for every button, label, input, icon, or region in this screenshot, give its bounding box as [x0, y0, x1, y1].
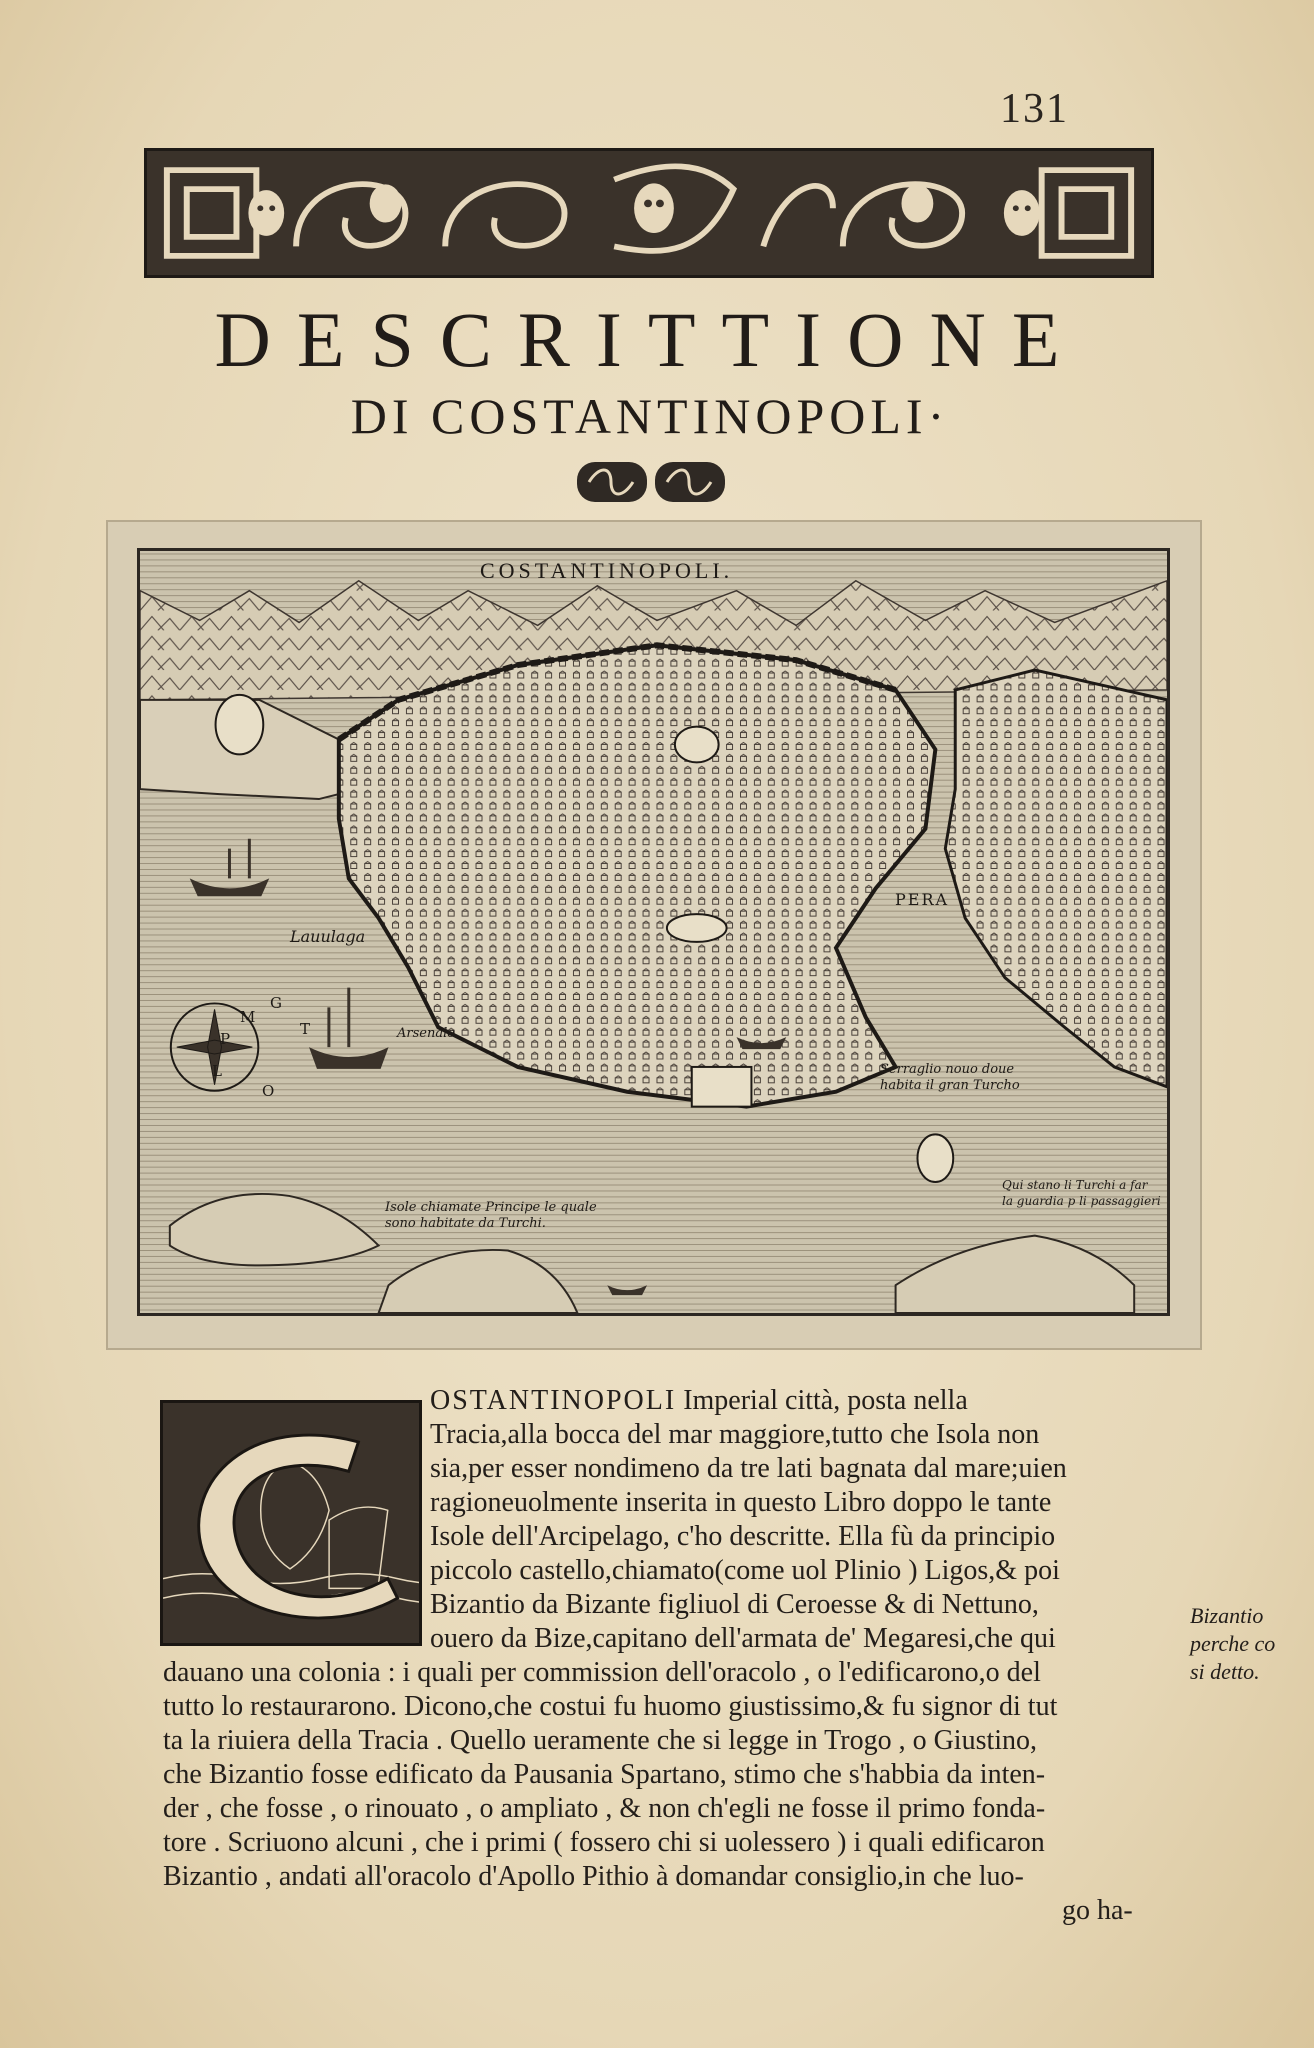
paragraph-line: Tracia,alla bocca del mar maggiore,tutto che Isola non: [430, 1419, 1040, 1450]
page-number: 131: [1000, 86, 1069, 132]
paragraph-line: der , che fosse , o rinouato , o ampliato , & non ch'egli ne fosse il primo fonda-: [163, 1793, 1046, 1824]
margin-note: Bizantio perche co si detto.: [1190, 1603, 1276, 1684]
paragraph-line: OSTANTINOPOLI Imperial città, posta nella: [430, 1385, 968, 1416]
paragraph-line: Bizantio , andati all'oracolo d'Apollo Pithio à domandar consiglio,in che luo-: [163, 1861, 1024, 1892]
lead-word: OSTANTINOPOLI: [430, 1385, 677, 1416]
map-label-lauulaga: Lauulaga: [290, 927, 366, 946]
paragraph-line: tutto lo restaurarono. Dicono,che costui fu huomo giustissimo,& fu signor di tut: [163, 1691, 1058, 1722]
paragraph-catchword: go ha-: [1062, 1895, 1133, 1926]
fleuron-ornament: [575, 458, 727, 506]
compass-letter: G: [270, 994, 282, 1012]
page-subtitle: DI COSTANTINOPOLI·: [350, 388, 950, 444]
map-label-guardia-1: Qui stano li Turchi a far: [1002, 1178, 1148, 1192]
paragraph-line: Isole dell'Arcipelago, c'ho descritte. Ella fù da principio: [430, 1521, 1056, 1552]
paragraph-line: Bizantio da Bizante figliuol di Ceroesse & di Nettuno,: [430, 1589, 1039, 1620]
compass-letter: O: [262, 1082, 275, 1100]
map-label-arsenale: Arsenale: [397, 1026, 455, 1041]
map-label-isole-1: Isole chiamate Principe le quale: [385, 1200, 597, 1215]
paragraph-line: ragioneuolmente inserita in questo Libro doppo le tante: [430, 1487, 1052, 1518]
paragraph-line: piccolo castello,chiamato(come uol Plinio ) Ligos,& poi: [430, 1555, 1060, 1586]
map-label-isole-2: sono habitate da Turchi.: [385, 1216, 546, 1231]
compass-letter: T: [300, 1020, 311, 1038]
paragraph-line: dauano una colonia : i quali per commission dell'oracolo , o l'edificarono,o del: [163, 1657, 1041, 1688]
map-label-serraglio-1: Serraglio nouo doue: [880, 1062, 1015, 1077]
map-title: COSTANTINOPOLI.: [480, 558, 734, 583]
paragraph-line: sia,per esser nondimeno da tre lati bagnata dal mare;uien: [430, 1453, 1067, 1484]
paragraph-line: ouero da Bize,capitano dell'armata de' Megaresi,che qui: [430, 1623, 1056, 1654]
paragraph-line: che Bizantio fosse edificato da Pausania Spartano, stimo che s'habbia da inten-: [163, 1759, 1046, 1790]
drop-cap-illustration: [160, 1400, 422, 1646]
map-label-guardia-2: la guardia p li passaggieri: [1002, 1194, 1161, 1208]
map-label-pera: PERA: [895, 890, 950, 909]
compass-letter: L: [212, 1062, 222, 1080]
page-title: DESCRITTIONE: [214, 296, 1086, 383]
paragraph-line: tore . Scriuono alcuni , che i primi ( fossero chi si uolessero ) i quali edificaron: [163, 1827, 1045, 1858]
paragraph-line: ta la riuiera della Tracia . Quello ueramente che si legge in Trogo , o Giustino,: [163, 1725, 1038, 1756]
compass-letter: P: [220, 1030, 231, 1048]
decorative-header-band: [144, 148, 1154, 278]
compass-letter: M: [240, 1008, 256, 1026]
map-label-serraglio-2: habita il gran Turcho: [880, 1078, 1020, 1093]
